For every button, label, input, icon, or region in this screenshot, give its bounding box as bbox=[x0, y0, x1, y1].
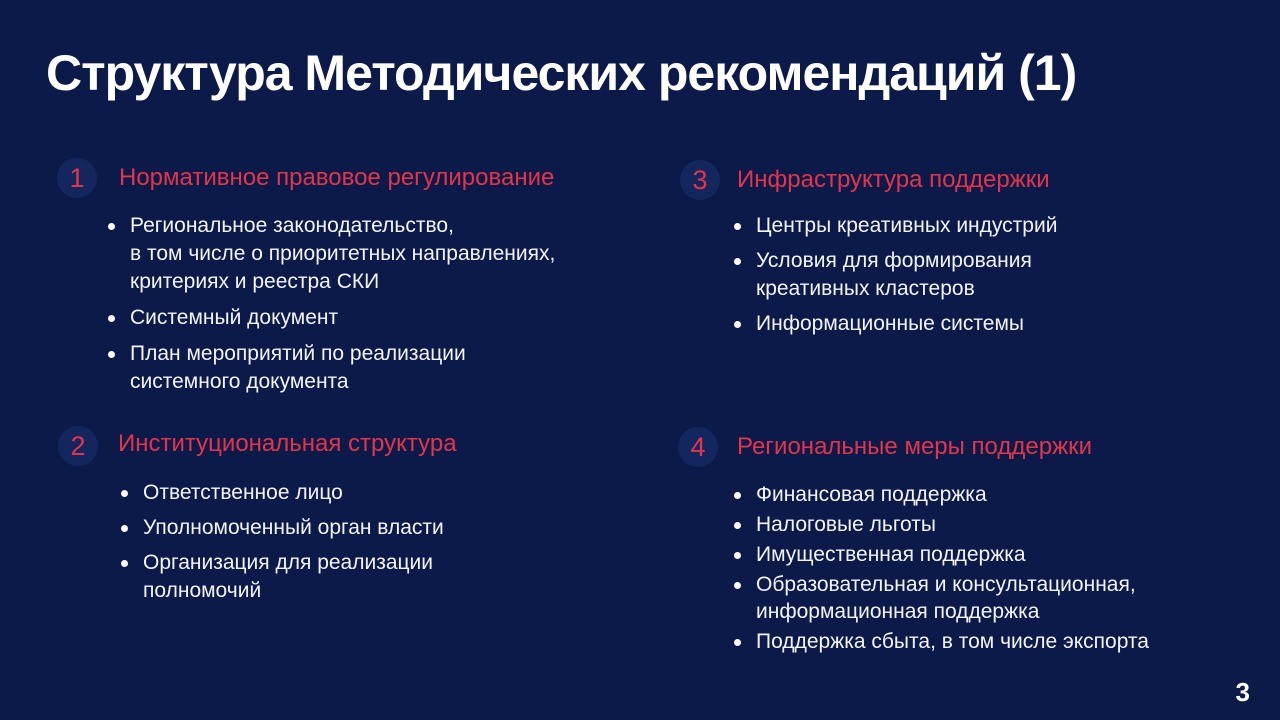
list-item-text: Ответственное лицо bbox=[143, 481, 343, 504]
bullet-dot-icon bbox=[734, 321, 741, 328]
bullet-dot-icon bbox=[121, 560, 128, 567]
list-item bbox=[119, 549, 444, 605]
list-item bbox=[732, 541, 1149, 568]
bullet-list bbox=[732, 212, 1057, 338]
bullet-list bbox=[732, 481, 1149, 655]
bullet-dot-icon bbox=[734, 552, 741, 559]
section-header bbox=[58, 426, 457, 470]
list-item-text: Поддержка сбыта, в том числе экспорта bbox=[756, 630, 1149, 653]
section-title: Региональные меры поддержки bbox=[737, 433, 1093, 460]
list-item bbox=[119, 479, 444, 507]
list-item bbox=[106, 340, 555, 396]
list-item-text: Системный документ bbox=[130, 306, 339, 329]
bullet-dot-icon bbox=[121, 525, 128, 532]
list-item-text: Образовательная и консультационная, информационная поддержка bbox=[756, 573, 1136, 623]
bullet-dot-icon bbox=[108, 351, 115, 358]
bullet-dot-icon bbox=[734, 492, 741, 499]
section-number-badge: 2 bbox=[58, 426, 98, 466]
list-item-text: Региональное законодательство, в том числе о приоритетных направлениях, критериях и реестра СКИ bbox=[130, 214, 556, 293]
section-number-badge: 4 bbox=[678, 427, 718, 467]
section-regulation bbox=[57, 158, 555, 404]
bullet-dot-icon bbox=[108, 315, 115, 322]
section-infrastructure bbox=[680, 160, 1057, 345]
section-header bbox=[678, 427, 1149, 471]
section-number-badge: 1 bbox=[57, 158, 97, 198]
page-number: 3 bbox=[1235, 677, 1250, 707]
list-item-text: План мероприятий по реализации системного документа bbox=[130, 342, 466, 393]
section-number-badge: 3 bbox=[680, 160, 720, 200]
list-item bbox=[732, 511, 1149, 538]
list-item-text: Имущественная поддержка bbox=[756, 543, 1026, 566]
list-item bbox=[106, 212, 555, 296]
list-item-text: Условия для формирования креативных кластеров bbox=[756, 249, 1032, 300]
list-item bbox=[119, 514, 444, 542]
bullet-dot-icon bbox=[121, 490, 128, 497]
list-item-text: Уполномоченный орган власти bbox=[143, 516, 444, 539]
list-item-text: Центры креативных индустрий bbox=[756, 214, 1058, 237]
list-item bbox=[732, 628, 1149, 655]
list-item bbox=[732, 247, 1057, 303]
section-header bbox=[680, 160, 1057, 204]
bullet-dot-icon bbox=[734, 258, 741, 265]
bullet-list bbox=[119, 479, 444, 605]
section-title: Инфраструктура поддержки bbox=[737, 166, 1050, 193]
bullet-dot-icon bbox=[734, 582, 741, 589]
bullet-dot-icon bbox=[734, 522, 741, 529]
list-item-text: Налоговые льготы bbox=[756, 513, 936, 536]
section-institutional bbox=[58, 426, 457, 612]
list-item bbox=[732, 310, 1057, 338]
list-item-text: Финансовая поддержка bbox=[756, 483, 987, 506]
list-item bbox=[732, 571, 1149, 625]
slide-title: Структура Методических рекомендаций (1) bbox=[46, 45, 1077, 101]
bullet-list bbox=[106, 212, 555, 396]
list-item-text: Информационные системы bbox=[756, 312, 1025, 335]
bullet-dot-icon bbox=[734, 223, 741, 230]
bullet-dot-icon bbox=[108, 223, 115, 230]
section-support-measures bbox=[678, 427, 1149, 658]
bullet-dot-icon bbox=[734, 639, 741, 646]
list-item bbox=[106, 304, 555, 332]
list-item bbox=[732, 481, 1149, 508]
list-item bbox=[732, 212, 1057, 240]
section-title: Нормативное правовое регулирование bbox=[119, 164, 555, 191]
list-item-text: Организация для реализации полномочий bbox=[143, 551, 434, 602]
section-header bbox=[57, 158, 555, 202]
section-title: Институциональная структура bbox=[118, 430, 457, 457]
